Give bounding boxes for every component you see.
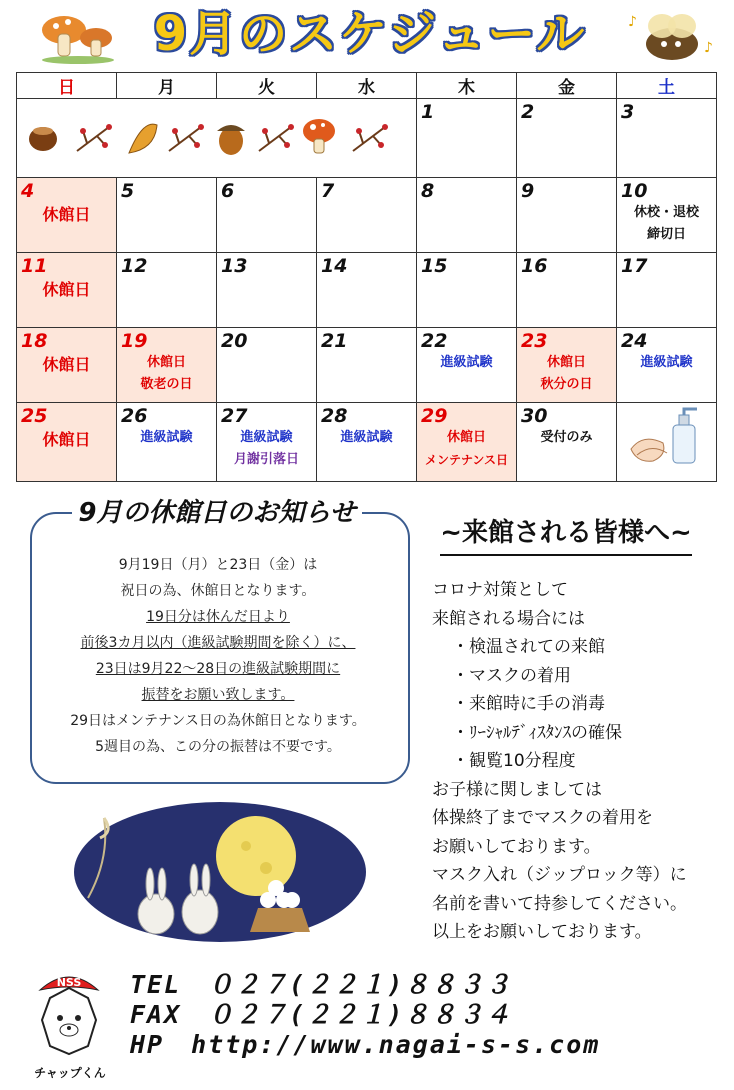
- calendar-day-cell: [417, 99, 517, 178]
- event-holiday: 敬老の日: [140, 377, 193, 392]
- guests-bullet: ・マスクの着用: [452, 665, 571, 686]
- calendar-day-cell: [117, 403, 217, 482]
- calendar-week-3: [17, 253, 717, 328]
- event-closed: 休館日: [42, 430, 91, 449]
- day-number: 6: [221, 180, 235, 202]
- day-number: 9: [521, 180, 535, 202]
- calendar-week-2: [17, 178, 717, 253]
- day-number: 1: [421, 101, 435, 123]
- calendar-day-cell: [17, 178, 117, 253]
- calendar-day-cell: [617, 253, 717, 328]
- day-number: 14: [321, 255, 348, 277]
- day-number: 3: [621, 101, 635, 123]
- event-closed: 休館日: [146, 355, 186, 370]
- calendar-table: [16, 72, 717, 482]
- day-number: 11: [21, 255, 48, 277]
- phone-number: TEL ０２７(２２１)８８３３: [130, 970, 513, 999]
- moon-viewing-illustration: [70, 798, 370, 946]
- calendar-day-cell: [17, 328, 117, 403]
- notice-line: 19日分は休んだ日より: [146, 609, 290, 625]
- event-holiday: 秋分の日: [540, 377, 593, 392]
- event-reception-only: 受付のみ: [540, 430, 593, 445]
- notice-line: 23日は9月22～28日の進級試験期間に: [95, 661, 341, 677]
- mascot-name: チャップくん: [34, 1066, 106, 1080]
- contact-info: [130, 970, 720, 1060]
- calendar-week-1: [17, 99, 717, 178]
- notice-line: 振替をお願い致します。: [141, 687, 295, 703]
- day-number: 12: [121, 255, 148, 277]
- event-exam: 進級試験: [640, 355, 693, 370]
- day-number: 4: [21, 180, 35, 202]
- notice-line: 前後3カ月以内（進級試験期間を除く）に、: [80, 635, 356, 651]
- calendar-day-cell: [217, 178, 317, 253]
- guests-line: お願いしております。: [432, 836, 601, 857]
- day-number: 7: [321, 180, 335, 202]
- mascot-badge: NSS: [56, 976, 82, 989]
- weekday-wed: 水: [317, 73, 417, 99]
- day-number: 5: [121, 180, 135, 202]
- day-number: 16: [521, 255, 548, 277]
- calendar-day-cell: [317, 328, 417, 403]
- mushroom-illustration: [34, 10, 120, 66]
- event-exam: 進級試験: [240, 430, 293, 445]
- calendar-day-cell: [117, 253, 217, 328]
- fax-number: FAX ０２７(２２１)８８３４: [130, 1000, 513, 1029]
- day-number: 15: [421, 255, 448, 277]
- day-number: 25: [21, 405, 48, 427]
- hand-sanitizer-icon: [617, 403, 715, 477]
- hand-sanitizer-cell: [617, 403, 717, 482]
- day-number: 27: [221, 405, 248, 427]
- calendar-day-cell: [417, 253, 517, 328]
- calendar-day-cell: [517, 403, 617, 482]
- weekday-tue: 火: [217, 73, 317, 99]
- day-number: 19: [121, 330, 148, 352]
- weekday-fri: 金: [517, 73, 617, 99]
- website-link[interactable]: HP http://www.nagai-s-s.com: [130, 1030, 601, 1059]
- notice-line: 祝日の為、休館日となります。: [120, 583, 316, 599]
- event-closed: 休館日: [42, 280, 91, 299]
- calendar-day-cell: [417, 403, 517, 482]
- day-number: 8: [421, 180, 435, 202]
- notice-title: 9月の休館日のお知らせ: [72, 490, 362, 536]
- mascot-icon: [26, 964, 112, 1064]
- weekday-sat: 土: [617, 73, 717, 99]
- guests-line: 名前を書いて持参してください。: [432, 893, 687, 914]
- day-number: 28: [321, 405, 348, 427]
- page-title: 9月のスケジュール: [153, 6, 587, 62]
- event-closed: 休館日: [546, 355, 586, 370]
- calendar-day-cell: [117, 178, 217, 253]
- cricket-illustration: [626, 6, 718, 66]
- calendar-day-cell: [217, 403, 317, 482]
- day-number: 13: [221, 255, 248, 277]
- event-deadline: 締切日: [646, 227, 686, 242]
- calendar-day-cell: [517, 99, 617, 178]
- guests-line: お子様に関しましては: [432, 779, 602, 800]
- event-exam: 進級試験: [340, 430, 393, 445]
- notice-body: [32, 552, 404, 760]
- event-closed: 休館日: [446, 430, 486, 445]
- weekday-header-row: [17, 73, 717, 99]
- day-number: 10: [621, 180, 648, 202]
- svg-text:♪: ♪: [704, 40, 713, 56]
- day-number: 22: [421, 330, 448, 352]
- calendar-day-cell: [617, 178, 717, 253]
- weekday-sun: 日: [17, 73, 117, 99]
- autumn-leaves-decoration: [17, 99, 409, 173]
- event-closed: 休館日: [42, 205, 91, 224]
- guests-line: 以上をお願いしております。: [432, 922, 652, 942]
- day-number: 26: [121, 405, 148, 427]
- guests-line: 来館される場合には: [432, 608, 585, 629]
- calendar-day-cell: [517, 328, 617, 403]
- guests-body: [432, 576, 722, 947]
- guests-bullet: ・検温されての来館: [452, 637, 605, 657]
- event-withdrawal: 休校・退校: [633, 205, 699, 220]
- day-number: 17: [621, 255, 648, 277]
- autumn-decoration-cell: [17, 99, 417, 178]
- event-fee-debit: 月謝引落日: [233, 452, 299, 467]
- day-number: 21: [321, 330, 348, 352]
- calendar-day-cell: [17, 403, 117, 482]
- calendar-day-cell: [617, 328, 717, 403]
- weekday-mon: 月: [117, 73, 217, 99]
- day-number: 24: [621, 330, 648, 352]
- guests-line: コロナ対策として: [432, 580, 568, 600]
- calendar-week-4: [17, 328, 717, 403]
- calendar-day-cell: [417, 178, 517, 253]
- guests-bullet: ・観覧10分程度: [452, 751, 576, 771]
- event-exam: 進級試験: [440, 355, 493, 370]
- weekday-thu: 木: [417, 73, 517, 99]
- calendar-day-cell: [217, 328, 317, 403]
- day-number: 30: [521, 405, 548, 427]
- calendar-day-cell: [17, 253, 117, 328]
- guests-bullet: ・来館時に手の消毒: [452, 694, 605, 714]
- calendar-day-cell: [317, 253, 417, 328]
- event-exam: 進級試験: [140, 430, 193, 445]
- day-number: 29: [421, 405, 448, 427]
- calendar-day-cell: [417, 328, 517, 403]
- calendar-day-cell: [317, 403, 417, 482]
- calendar-day-cell: [517, 253, 617, 328]
- day-number: 2: [521, 101, 535, 123]
- event-maintenance: メンテナンス日: [424, 453, 509, 467]
- notice-line: 9月19日（月）と23日（金）は: [118, 557, 318, 573]
- guests-bullet: ・ﾘｰｼｬﾙﾃﾞｨｽﾀﾝｽの確保: [452, 722, 622, 743]
- guests-title: ~来館される皆様へ~: [436, 506, 696, 562]
- calendar-day-cell: [317, 178, 417, 253]
- guests-line: 体操終了までマスクの着用を: [432, 808, 653, 828]
- svg-text:♪: ♪: [628, 14, 637, 30]
- day-number: 18: [21, 330, 48, 352]
- calendar-week-5: [17, 403, 717, 482]
- calendar-day-cell: [117, 328, 217, 403]
- day-number: 23: [521, 330, 548, 352]
- title-underline: [440, 554, 692, 556]
- event-closed: 休館日: [42, 355, 91, 374]
- calendar-day-cell: [617, 99, 717, 178]
- calendar-day-cell: [217, 253, 317, 328]
- guests-line: マスク入れ（ジップロック等）に: [432, 865, 687, 885]
- notice-line: 29日はメンテナンス日の為休館日となります。: [70, 713, 366, 729]
- notice-line: 5週目の為、この分の振替は不要です。: [95, 739, 341, 755]
- day-number: 20: [221, 330, 248, 352]
- calendar-day-cell: [517, 178, 617, 253]
